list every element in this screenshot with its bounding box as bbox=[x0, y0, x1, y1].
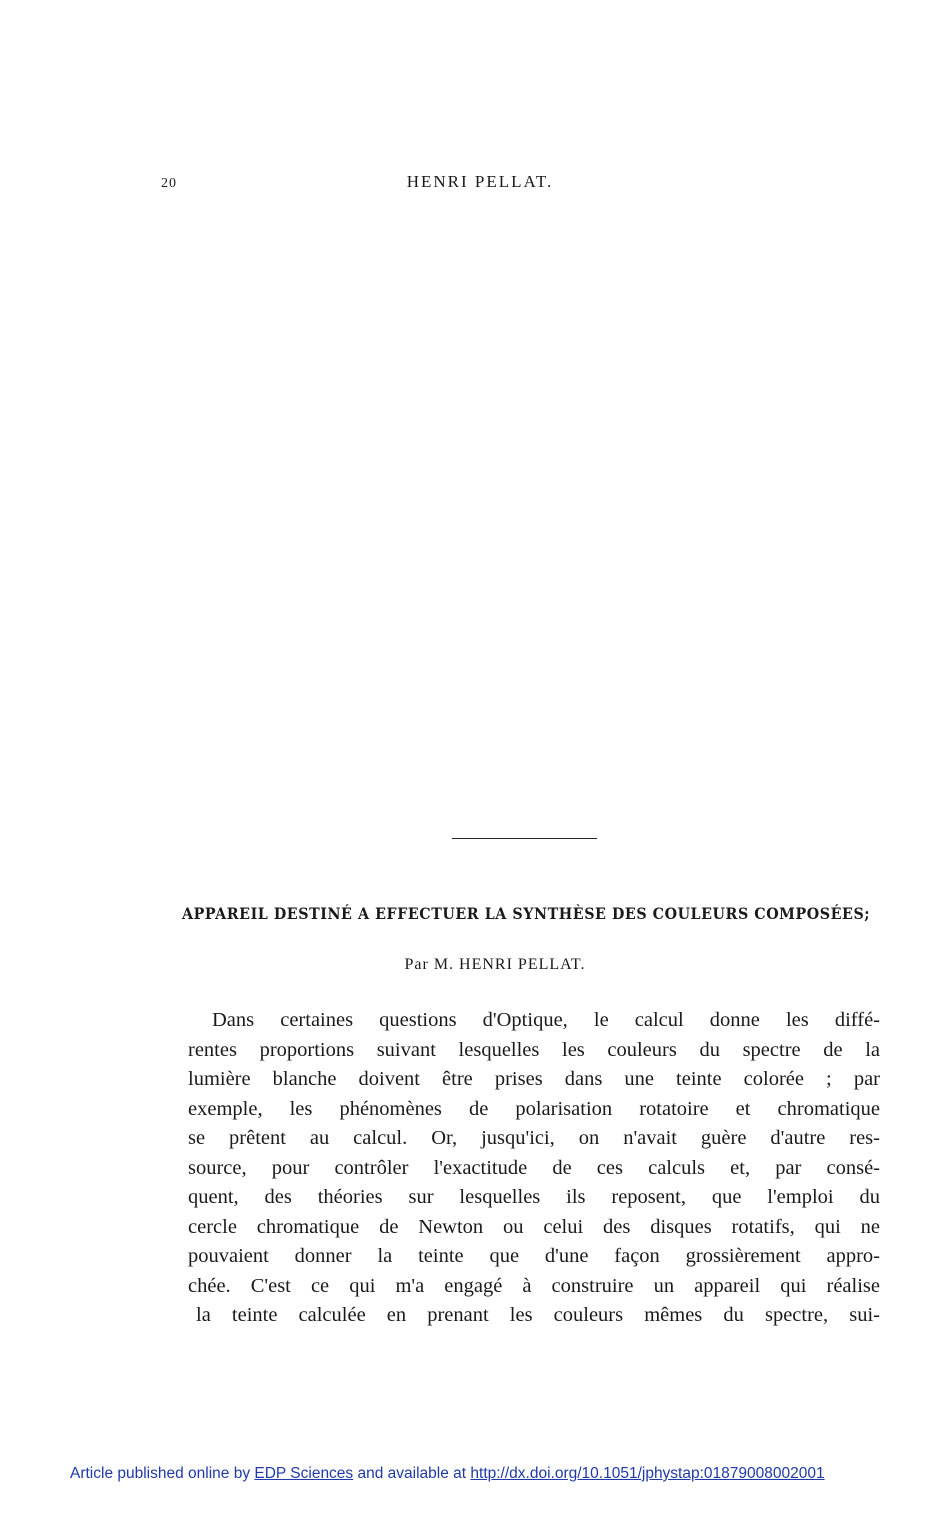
body-line: cercle chromatique de Newton ou celui des disques rotatifs, qui ne bbox=[188, 1215, 880, 1238]
body-line: chée. C'est ce qui m'a engagé à construire un appareil qui réalise bbox=[188, 1274, 880, 1297]
section-divider bbox=[452, 838, 597, 839]
footer-prefix: Article published online by bbox=[70, 1465, 255, 1482]
footer-middle: and available at bbox=[353, 1465, 471, 1482]
body-line: Dans certaines questions d'Optique, le calcul donne les diffé- bbox=[212, 1009, 880, 1031]
body-line: la teinte calculée en prenant les couleurs mêmes du spectre, sui- bbox=[196, 1304, 880, 1326]
publisher-link[interactable]: EDP Sciences bbox=[254, 1465, 354, 1482]
body-line: pouvaient donner la teinte que d'une façon grossièrement appro- bbox=[188, 1245, 880, 1267]
page-number: 20 bbox=[161, 176, 177, 191]
article-byline: Par M. HENRI PELLAT. bbox=[404, 956, 586, 973]
body-line: lumière blanche doivent être prises dans une teinte colorée ; par bbox=[188, 1068, 880, 1090]
running-head: HENRI PELLAT. bbox=[406, 172, 554, 191]
doi-link[interactable]: http://dx.doi.org/10.1051/jphystap:01879008002001 bbox=[470, 1465, 825, 1482]
article-title: APPAREIL DESTINÉ A EFFECTUER LA SYNTHÈSE DES COULEURS COMPOSÉES; bbox=[182, 904, 871, 923]
body-line: source, pour contrôler l'exactitude de ces calculs et, par consé- bbox=[188, 1156, 880, 1179]
body-paragraph bbox=[188, 1006, 880, 1331]
publication-footer bbox=[70, 1465, 825, 1483]
body-line: exemple, les phénomènes de polarisation rotatoire et chromatique bbox=[188, 1097, 880, 1120]
body-line: quent, des théories sur lesquelles ils reposent, que l'emploi du bbox=[188, 1186, 880, 1208]
body-line: rentes proportions suivant lesquelles les couleurs du spectre de la bbox=[188, 1038, 880, 1061]
body-line: se prêtent au calcul. Or, jusqu'ici, on n'avait guère d'autre res- bbox=[188, 1127, 880, 1149]
